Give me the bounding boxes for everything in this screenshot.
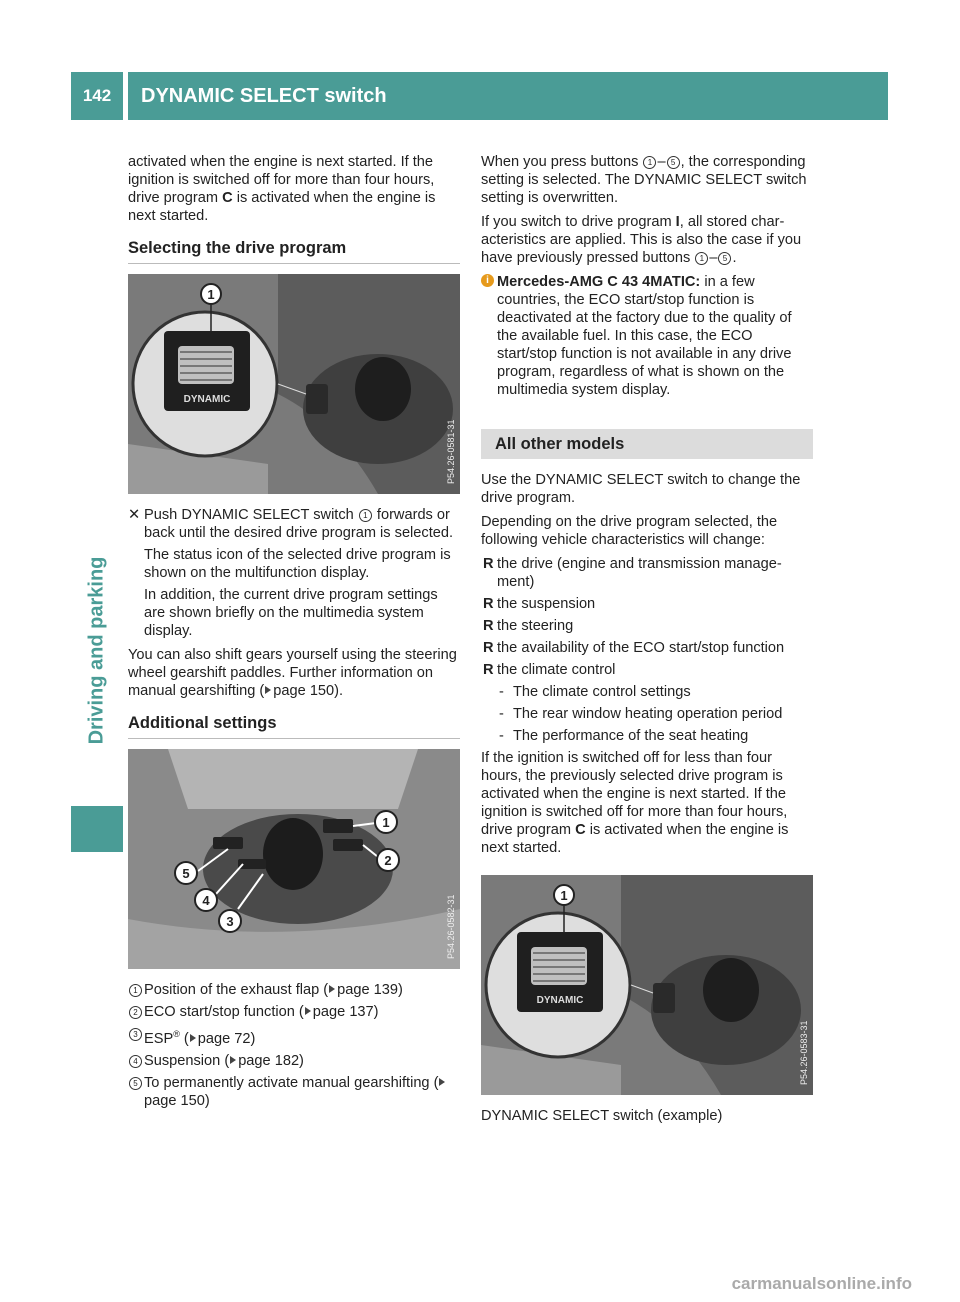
characteristics-list <box>481 555 813 745</box>
step-text-b: forwards or back until the desired drive program is selected. <box>144 507 454 541</box>
page-ref-arrow-icon <box>305 1007 311 1015</box>
sublist-item-text: The climate control settings <box>513 684 691 700</box>
heading-additional-settings: Additional settings <box>128 714 460 739</box>
callout-ref-5: 5 <box>667 156 680 169</box>
page-title: DYNAMIC SELECT switch <box>128 72 888 120</box>
dynamic-select-photo-example <box>481 875 813 1095</box>
callout-5-photo2: 5 <box>182 866 190 881</box>
list-item <box>481 555 813 591</box>
ignition-text-end: is activated when the engine is next started. <box>481 822 789 856</box>
step-marker: ✕ <box>128 507 141 523</box>
legend-number: 2 <box>129 1006 142 1019</box>
legend-item <box>128 1074 460 1110</box>
page-ref-arrow-icon <box>265 686 271 694</box>
list-item-text: the climate control <box>497 662 616 678</box>
list-item-text: the drive (engine and transmission management) <box>497 556 782 590</box>
step-text-a: Push DYNAMIC SELECT switch <box>144 507 358 523</box>
dash-marker: - <box>499 684 504 700</box>
list-item <box>481 661 813 745</box>
legend-page-ref[interactable]: page 72) <box>197 1030 256 1047</box>
callout-2-photo2: 2 <box>384 853 392 868</box>
legend-page-ref[interactable]: page 150) <box>144 1092 210 1109</box>
callout-1-photo3: 1 <box>560 888 568 903</box>
legend-text: To permanently activate manual gearshifting ( <box>144 1074 439 1091</box>
shift-text: You can also shift gears yourself using the steering wheel gearshift paddles. Further information on manual gearshifting ( <box>128 647 457 699</box>
legend-item <box>128 1003 460 1021</box>
callout-ref-1: 1 <box>695 252 708 265</box>
press-buttons-paragraph: When you press buttons 1 – 5 , the corresponding setting is selected. The DYNAMIC SELECT switch setting is overwritten. <box>481 154 807 206</box>
ignition-paragraph <box>481 749 813 857</box>
legend-item <box>128 981 460 999</box>
step-additional: In addition, the current drive program settings are shown briefly on the multimedia system display. <box>144 587 438 639</box>
intro-program: C <box>222 190 233 206</box>
legend-item <box>128 1052 460 1070</box>
callout-4-photo2: 4 <box>202 893 210 908</box>
side-tab <box>71 133 123 1283</box>
sublist-item <box>497 727 813 745</box>
callout-legend <box>128 981 460 1110</box>
step-result: The status icon of the selected drive program is shown on the multifunction display. <box>144 547 451 581</box>
callout-ref-5: 5 <box>718 252 731 265</box>
sublist-item <box>497 705 813 723</box>
press-text: When you press buttons <box>481 154 643 170</box>
legend-text: Suspension ( <box>144 1052 230 1069</box>
dash-marker: - <box>499 706 504 722</box>
climate-sublist <box>497 683 813 745</box>
additional-settings-photo <box>128 749 460 969</box>
callout-1-photo2: 1 <box>382 815 390 830</box>
switch-program-paragraph: If you switch to drive program I, all stored characteristics are applied. This is also the case if you have previously pressed buttons 1 – 5 . <box>481 214 802 266</box>
shift-page-ref[interactable]: page 150). <box>273 683 344 699</box>
callout-3-photo2: 3 <box>226 914 234 929</box>
photo-caption: DYNAMIC SELECT switch (example) <box>481 1108 723 1124</box>
photo3-code: P54.26-0583-31 <box>799 1020 809 1085</box>
console-illustration-2 <box>128 749 460 969</box>
switch-text: If you switch to drive program <box>481 214 676 230</box>
callout-ref-1: 1 <box>359 509 372 522</box>
instruction-step <box>128 506 460 640</box>
callout-ref-1: 1 <box>643 156 656 169</box>
page-ref-arrow-icon <box>439 1078 445 1086</box>
callout-1-photo1: 1 <box>207 287 215 302</box>
bullet-marker: R <box>483 662 494 678</box>
manual-shifting-paragraph <box>128 646 460 700</box>
info-icon: i <box>481 274 494 287</box>
switch-text-end: , all stored characteristics are applied. This is also the case if you have previously pressed buttons <box>481 214 802 266</box>
sublist-item <box>497 683 813 701</box>
left-column <box>128 153 460 1114</box>
legend-text-paren: ( <box>179 1030 189 1047</box>
heading-all-other-models: All other models <box>481 429 813 459</box>
use-switch-paragraph: Use the DYNAMIC SELECT switch to change the drive program. <box>481 472 801 506</box>
side-tab-label: Driving and parking <box>85 556 108 744</box>
legend-number: 5 <box>129 1077 142 1090</box>
sublist-item-text: The performance of the seat heating <box>513 728 749 744</box>
legend-item <box>128 1025 460 1048</box>
watermark: carmanualsonline.info <box>731 1274 912 1293</box>
press-text-end: , the corresponding setting is selected. The DYNAMIC SELECT switch setting is overwritten. <box>481 154 807 206</box>
ignition-program: C <box>575 822 586 838</box>
page-number: 142 <box>71 72 123 120</box>
legend-text: Position of the exhaust flap ( <box>144 982 329 998</box>
intro-paragraph <box>128 153 460 225</box>
legend-text: ECO start/stop function ( <box>144 1004 304 1020</box>
bullet-marker: R <box>483 640 494 656</box>
registered-mark: ® <box>173 1029 180 1039</box>
page-ref-arrow-icon <box>230 1056 236 1064</box>
photo1-code: P54.26-0581-31 <box>446 419 456 484</box>
info-note <box>481 273 813 399</box>
info-text: in a few countries, the ECO start/stop function is deactivated at the factory due to the quality of the available fuel. In this case, the ECO start/stop function is not available in any drive program, regardless of what is shown on the multimedia system display. <box>497 274 792 398</box>
dynamic-select-photo-1 <box>128 274 460 494</box>
side-tab-marker <box>71 806 123 852</box>
photo2-code: P54.26-0582-31 <box>446 894 456 959</box>
info-model: Mercedes-AMG C 43 4MATIC: <box>497 274 701 290</box>
dash-marker: - <box>499 728 504 744</box>
list-item-text: the steering <box>497 618 574 634</box>
bullet-marker: R <box>483 618 494 634</box>
bullet-marker: R <box>483 596 494 612</box>
console-illustration-1 <box>128 274 460 494</box>
legend-number: 1 <box>129 984 142 997</box>
photo3-dynamic-label: DYNAMIC <box>536 995 584 1006</box>
legend-number: 3 <box>129 1028 142 1041</box>
right-column <box>481 153 813 1125</box>
step-text <box>144 506 460 542</box>
list-item <box>481 617 813 635</box>
sublist-item-text: The rear window heating operation period <box>513 706 783 722</box>
bullet-marker: R <box>483 556 494 572</box>
legend-number: 4 <box>129 1055 142 1068</box>
legend-page-ref[interactable]: page 137) <box>312 1004 379 1020</box>
photo1-dynamic-label: DYNAMIC <box>183 394 231 405</box>
list-item-text: the availability of the ECO start/stop function <box>497 640 785 656</box>
heading-selecting-drive-program: Selecting the drive program <box>128 239 460 264</box>
list-item <box>481 639 813 657</box>
intro-text: activated when the engine is next started. If the ignition is switched off for more than four hours, drive program <box>128 154 435 206</box>
legend-text: ESP <box>144 1030 174 1047</box>
page-ref-arrow-icon <box>190 1034 196 1042</box>
legend-page-ref[interactable]: page 182) <box>238 1052 304 1069</box>
console-illustration-3 <box>481 875 813 1095</box>
list-item <box>481 595 813 613</box>
page-ref-arrow-icon <box>329 985 335 993</box>
side-tab-label-wrap <box>75 505 119 795</box>
intro-text-end: is activated when the engine is next started. <box>128 190 436 224</box>
list-item-text: the suspension <box>497 596 596 612</box>
switch-program: I <box>675 214 680 230</box>
legend-page-ref[interactable]: page 139) <box>337 982 403 998</box>
ignition-text: If the ignition is switched off for less than four hours, the previously selected drive program is activated when the engine is next started. If the ignition is switched off for more than four hours, drive program <box>481 750 788 838</box>
depending-paragraph: Depending on the drive program selected, the following vehicle characteristics will change: <box>481 514 778 548</box>
